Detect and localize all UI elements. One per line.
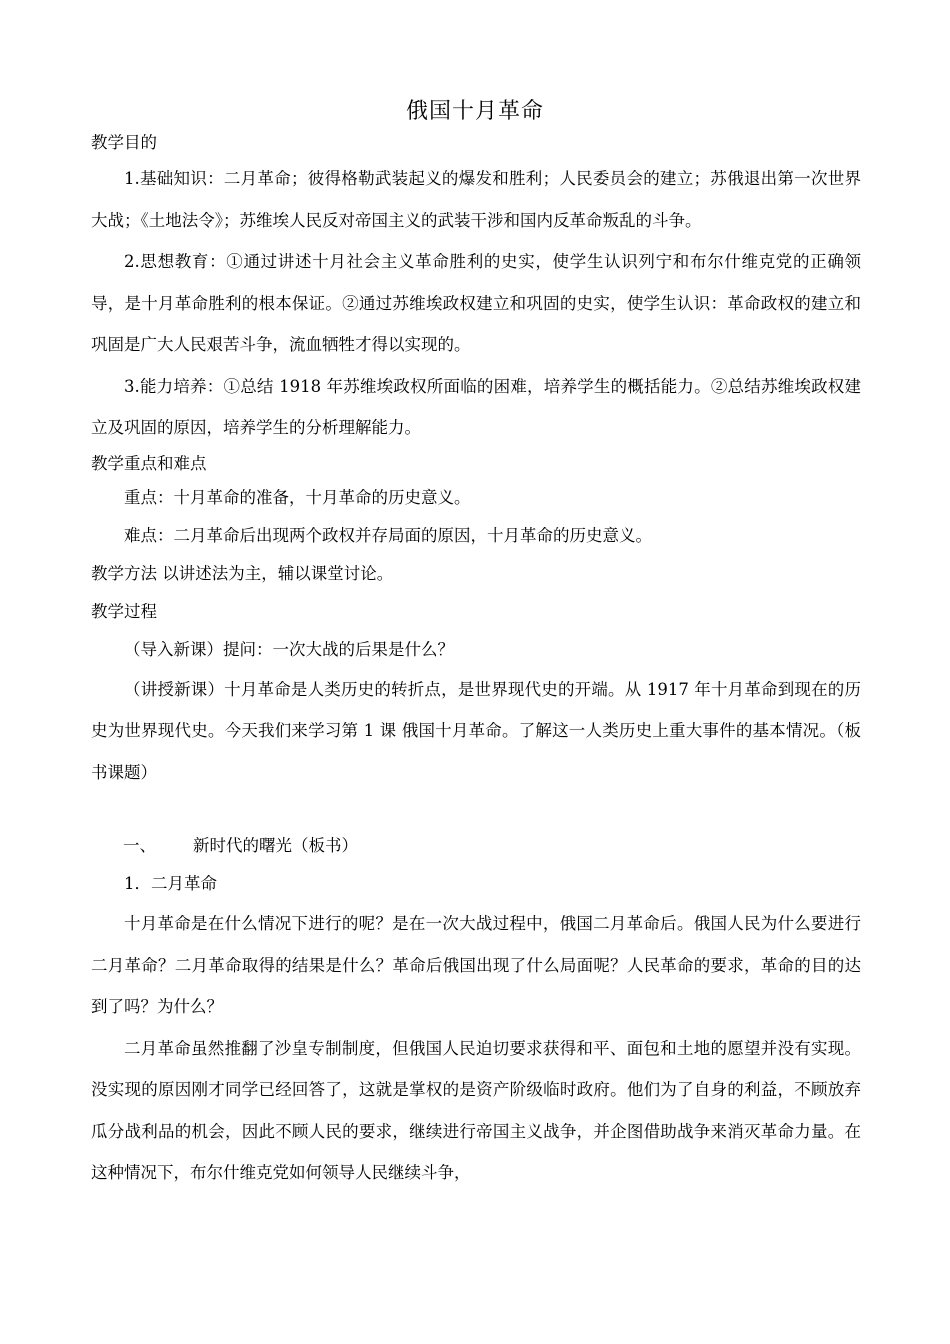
section-number: 一、: [123, 836, 156, 855]
process-heading: 教学过程: [91, 601, 157, 621]
keypoint-focus: 重点：十月革命的准备，十月革命的历史意义。: [124, 487, 471, 507]
document-body: [91, 128, 861, 1194]
section-paragraph-2: 二月革命虽然推翻了沙皇专制制度，但俄国人民迫切要求获得和平、面包和土地的愿望并没有实现。没实现的原因刚才同学已经回答了，这就是掌权的是资产阶级临时政府。他们为了自身的利益，不顾放弃瓜分战利品的机会，因此不顾人民的要求，继续进行帝国主义战争，并企图借助战争来消灭革命力量。在这种情况下，布尔什维克党如何领导人民继续斗争，: [91, 1038, 861, 1182]
document-title: 俄国十月革命: [405, 99, 544, 124]
keypoint-difficulty: 难点：二月革命后出现两个政权并存局面的原因，十月革命的历史意义。: [124, 525, 652, 545]
teaching-method: 教学方法 以讲述法为主，辅以课堂讨论。: [91, 563, 394, 583]
objective-ideology: 2.思想教育：①通过讲述十月社会主义革命胜利的史实，使学生认识列宁和布尔什维克党的正确领导，是十月革命胜利的根本保证。②通过苏维埃政权建立和巩固的史实，使学生认识：革命政权的建立和巩固是广大人民艰苦斗争，流血牺牲才得以实现的。: [91, 252, 861, 354]
section-title: 新时代的曙光（板书）: [193, 836, 358, 855]
subsection-title: 1．二月革命: [124, 874, 217, 893]
process-intro: （导入新课）提问：一次大战的后果是什么？: [124, 639, 454, 659]
objective-knowledge: 1.基础知识：二月革命；彼得格勒武装起义的爆发和胜利；人民委员会的建立；苏俄退出第一次世界大战；《土地法令》；苏维埃人民反对帝国主义的武装干涉和国内反革命叛乱的斗争。: [91, 169, 861, 230]
objective-ability: 3.能力培养：①总结 1918 年苏维埃政权所面临的困难，培养学生的概括能力。②总结苏维埃政权建立及巩固的原因，培养学生的分析理解能力。: [91, 376, 861, 437]
keypoints-heading: 教学重点和难点: [91, 453, 207, 473]
spacer: [91, 793, 861, 827]
section-paragraph-1: 十月革命是在什么情况下进行的呢？是在一次大战过程中，俄国二月革命后。俄国人民为什么要进行二月革命？二月革命取得的结果是什么？革命后俄国出现了什么局面呢？人民革命的要求，革命的目的达到了吗？为什么？: [91, 914, 861, 1016]
section-heading: [91, 827, 861, 865]
process-lecture: （讲授新课）十月革命是人类历史的转折点，是世界现代史的开端。从 1917 年十月革命到现在的历史为世界现代史。今天我们来学习第 1 课 俄国十月革命。了解这一人类历史上重大事件的基本情况。（板书课题）: [91, 679, 861, 782]
objectives-heading: 教学目的: [91, 133, 157, 152]
